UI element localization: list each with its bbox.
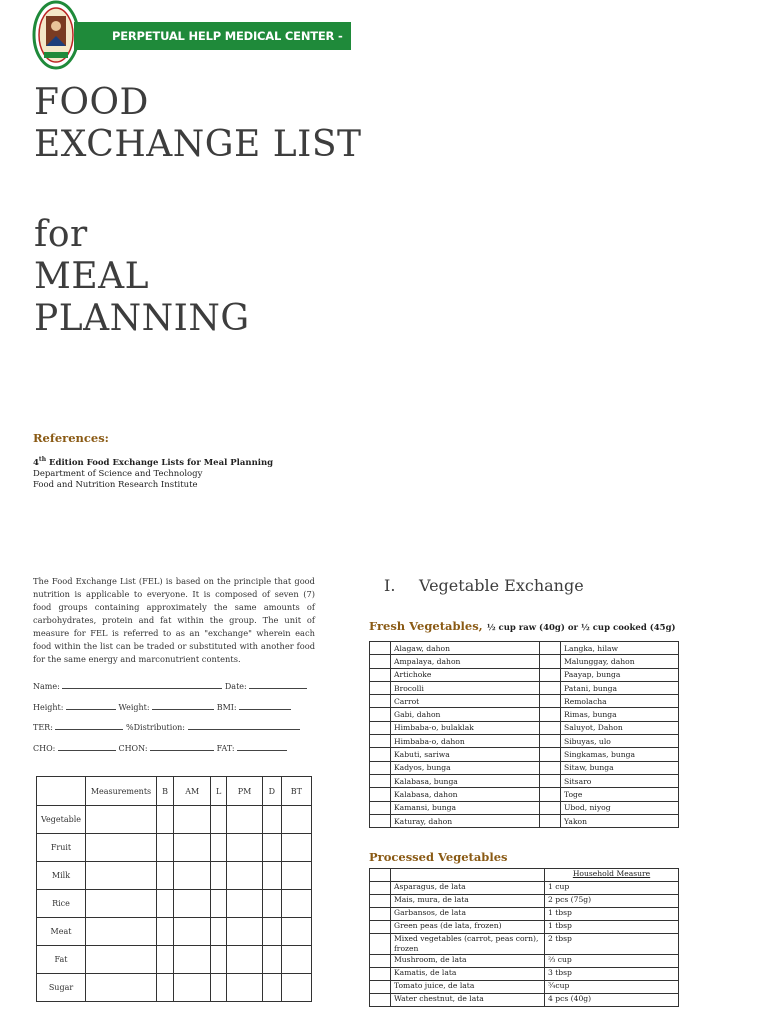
page-title-line-2: EXCHANGE LIST [34,124,362,165]
meal-cell[interactable] [226,918,262,946]
processed-measure: 2 pcs (75g) [545,895,679,908]
table-row [370,934,679,955]
page-title-line-1: FOOD [34,82,149,123]
table-row [370,695,679,708]
meal-row-label: Meat [37,918,86,946]
form-row-name: Name: Date: [33,679,315,691]
meal-header-pm: PM [226,777,262,806]
vegetable-item: Artichoke [391,668,540,681]
meal-cell[interactable] [157,806,174,834]
meal-cell[interactable] [174,834,211,862]
row-blank-cell [540,814,561,827]
row-blank-cell [540,668,561,681]
table-row [370,708,679,721]
vegetable-item: Ubod, niyog [561,801,679,814]
meal-cell[interactable] [86,806,157,834]
row-blank-cell [540,708,561,721]
processed-vegetables-body [370,882,679,1007]
row-blank-cell [370,981,391,994]
meal-cell[interactable] [157,918,174,946]
meal-header-b: B [157,777,174,806]
meal-cell[interactable] [211,974,227,1002]
row-blank-cell [540,655,561,668]
row-blank-cell [370,668,391,681]
meal-cell[interactable] [281,946,311,974]
processed-item: Tomato juice, de lata [391,981,545,994]
meal-cell[interactable] [157,890,174,918]
vegetable-item: Remolacha [561,695,679,708]
processed-item: Mais, mura, de lata [391,895,545,908]
processed-item: Garbansos, de lata [391,908,545,921]
meal-cell[interactable] [226,946,262,974]
row-blank-cell [370,908,391,921]
meal-header-l: L [211,777,227,806]
row-blank-cell [370,655,391,668]
table-row [370,908,679,921]
vegetable-item: Yakon [561,814,679,827]
fresh-vegetables-heading: Fresh Vegetables, ½ cup raw (40g) or ½ cup cooked (45g) [369,619,676,633]
row-blank-cell [370,921,391,934]
page-title-line-3: for [34,214,88,255]
references-heading: References: [33,431,109,445]
fat-field[interactable] [237,741,287,751]
vegetable-item: Kabuti, sariwa [391,748,540,761]
meal-table-row [37,862,312,890]
cho-field[interactable] [58,741,116,751]
vegetable-item: Langka, hilaw [561,642,679,655]
processed-measure: 1 tbsp [545,908,679,921]
row-blank-cell [370,895,391,908]
form-row-height: Height: Weight: BMI: [33,700,315,712]
meal-table-row [37,946,312,974]
vegetable-item: Patani, bunga [561,681,679,694]
household-measure-header: Household Measure [545,869,679,882]
header [30,0,343,72]
meal-cell[interactable] [174,974,211,1002]
row-blank-cell [370,994,391,1007]
meal-cell[interactable] [174,806,211,834]
meal-cell[interactable] [211,918,227,946]
processed-vegetables-heading: Processed Vegetables [369,850,508,864]
vegetable-item: Malunggay, dahon [561,655,679,668]
meal-cell[interactable] [86,862,157,890]
vegetable-item: Brocolli [391,681,540,694]
fresh-vegetables-table [369,641,679,828]
meal-header-measurements: Measurements [86,777,157,806]
meal-cell[interactable] [157,834,174,862]
row-blank-cell [370,748,391,761]
table-row [370,895,679,908]
meal-cell[interactable] [86,918,157,946]
meal-cell[interactable] [226,974,262,1002]
table-row [370,774,679,787]
vegetable-item: Paayap, bunga [561,668,679,681]
vegetable-item: Carrot [391,695,540,708]
table-row [370,761,679,774]
height-field[interactable] [66,700,116,710]
vegetable-item: Himbaba-o, dahon [391,735,540,748]
processed-item: Kamatis, de lata [391,968,545,981]
reference-dost: Department of Science and Technology [33,468,203,479]
table-row [370,642,679,655]
row-blank-cell [370,788,391,801]
table-row [370,681,679,694]
weight-field[interactable] [152,700,214,710]
meal-cell[interactable] [174,862,211,890]
form-row-macros: CHO: CHON: FAT: [33,741,315,753]
processed-item: Water chestnut, de lata [391,994,545,1007]
table-row [370,801,679,814]
row-blank-cell [540,735,561,748]
bmi-field[interactable] [239,700,291,710]
meal-header-bt: BT [281,777,311,806]
meal-table-row [37,890,312,918]
vegetable-item: Sibuyas, ulo [561,735,679,748]
vegetable-item: Katuray, dahon [391,814,540,827]
university-seal-icon [32,0,80,70]
vegetable-item: Saluyot, Dahon [561,721,679,734]
date-field[interactable] [249,679,307,689]
row-blank-cell [370,934,391,955]
meal-table-header-row [37,777,312,806]
meal-cell[interactable] [281,918,311,946]
fresh-vegetables-body [370,642,679,828]
meal-table-row [37,834,312,862]
row-blank-cell [370,681,391,694]
processed-measure: ⅔ cup [545,955,679,968]
meal-table-row [37,974,312,1002]
meal-cell[interactable] [157,946,174,974]
row-blank-cell [370,814,391,827]
processed-measure: 1 tbsp [545,921,679,934]
processed-item: Green peas (de lata, frozen) [391,921,545,934]
processed-measure: 1 cup [545,882,679,895]
vegetable-item: Alagaw, dahon [391,642,540,655]
meal-cell[interactable] [263,834,281,862]
processed-measure: 3 tbsp [545,968,679,981]
processed-item: Asparagus, de lata [391,882,545,895]
processed-vegetables-table [369,868,679,1007]
page-title-line-4: MEAL [34,256,150,297]
meal-cell[interactable] [211,946,227,974]
meal-cell[interactable] [86,974,157,1002]
meal-cell[interactable] [157,974,174,1002]
row-blank-cell [370,801,391,814]
meal-cell[interactable] [211,806,227,834]
vegetable-item: Kalabasa, dahon [391,788,540,801]
vegetable-item: Sitsaro [561,774,679,787]
table-row [370,955,679,968]
meal-plan-table [36,776,312,1002]
references-list [33,454,273,491]
vegetable-item: Ampalaya, dahon [391,655,540,668]
row-blank-cell [370,695,391,708]
table-row [370,968,679,981]
vegetable-item: Kadyos, bunga [391,761,540,774]
meal-header-d: D [263,777,281,806]
meal-cell[interactable] [226,890,262,918]
table-row [370,655,679,668]
meal-table-row [37,806,312,834]
form-row-ter: TER: %Distribution: [33,720,315,732]
section-title: I. Vegetable Exchange [384,576,584,595]
row-blank-cell [540,788,561,801]
vegetable-item: Gabi, dahon [391,708,540,721]
vegetable-item: Toge [561,788,679,801]
row-blank-cell [540,681,561,694]
table-row [370,981,679,994]
meal-cell[interactable] [263,946,281,974]
row-blank-cell [370,955,391,968]
meal-table-row [37,918,312,946]
meal-cell[interactable] [263,974,281,1002]
meal-row-label: Vegetable [37,806,86,834]
row-blank-cell [370,761,391,774]
table-row [370,788,679,801]
row-blank-cell [540,642,561,655]
page-title-line-5: PLANNING [34,298,250,339]
meal-cell[interactable] [211,890,227,918]
row-blank-cell [540,774,561,787]
meal-cell[interactable] [174,890,211,918]
row-blank-cell [370,882,391,895]
table-row [370,748,679,761]
meal-cell[interactable] [281,862,311,890]
reference-fnri: Food and Nutrition Research Institute [33,479,198,490]
processed-header-row [370,869,679,882]
meal-cell[interactable] [281,806,311,834]
meal-cell[interactable] [86,890,157,918]
row-blank-cell [370,968,391,981]
meal-cell[interactable] [226,862,262,890]
row-blank-cell [540,721,561,734]
row-blank-cell [540,748,561,761]
meal-cell[interactable] [226,806,262,834]
hospital-banner: PERPETUAL HELP MEDICAL CENTER - LAS PIÑAS [74,22,351,50]
meal-cell[interactable] [157,862,174,890]
meal-cell[interactable] [263,918,281,946]
meal-table-corner [37,777,86,806]
table-row [370,814,679,827]
processed-header-item [391,869,545,882]
table-row [370,994,679,1007]
vegetable-item: Himbaba-o, bulaklak [391,721,540,734]
meal-header-am: AM [174,777,211,806]
row-blank-cell [540,801,561,814]
meal-cell[interactable] [263,806,281,834]
table-row [370,735,679,748]
meal-row-label: Sugar [37,974,86,1002]
table-row [370,721,679,734]
row-blank-cell [540,761,561,774]
row-blank-cell [370,774,391,787]
processed-measure: 2 tbsp [545,934,679,955]
meal-cell[interactable] [211,862,227,890]
row-blank-cell [540,695,561,708]
processed-item: Mixed vegetables (carrot, peas corn), frozen [391,934,545,955]
meal-cell[interactable] [226,834,262,862]
meal-table-body [37,806,312,1002]
name-field[interactable] [62,679,222,689]
distribution-field[interactable] [188,720,300,730]
vegetable-item: Kamansi, bunga [391,801,540,814]
vegetable-item: Rimas, bunga [561,708,679,721]
vegetable-item: Singkamas, bunga [561,748,679,761]
meal-cell[interactable] [281,890,311,918]
processed-measure: ¾cup [545,981,679,994]
table-row [370,921,679,934]
meal-cell[interactable] [263,862,281,890]
intro-paragraph: The Food Exchange List (FEL) is based on the principle that good nutrition is applicable to everyone. It is composed of seven (7) food groups containing approximately the same amounts of carbohydrates, protein and fat within the group. The unit of measure for FEL is referred to as an "exchange" wherein each food within the list can be traded or substituted with another food for the same energy and marconutrient contents. [33,576,315,664]
row-blank-cell [370,721,391,734]
meal-row-label: Fat [37,946,86,974]
processed-header-blank [370,869,391,882]
processed-measure: 4 pcs (40g) [545,994,679,1007]
table-row [370,668,679,681]
ter-field[interactable] [55,720,123,730]
meal-row-label: Milk [37,862,86,890]
meal-cell[interactable] [174,918,211,946]
chon-field[interactable] [150,741,214,751]
vegetable-item: Sitaw, bunga [561,761,679,774]
meal-cell[interactable] [86,834,157,862]
meal-cell[interactable] [211,834,227,862]
row-blank-cell [370,642,391,655]
row-blank-cell [370,735,391,748]
meal-cell[interactable] [281,834,311,862]
meal-cell[interactable] [174,946,211,974]
meal-row-label: Rice [37,890,86,918]
reference-edition: 4th Edition Food Exchange Lists for Meal Planning [33,456,274,468]
table-row [370,882,679,895]
meal-cell[interactable] [263,890,281,918]
processed-item: Mushroom, de lata [391,955,545,968]
vegetable-item: Kalabasa, bunga [391,774,540,787]
row-blank-cell [370,708,391,721]
meal-row-label: Fruit [37,834,86,862]
meal-cell[interactable] [86,946,157,974]
meal-cell[interactable] [281,974,311,1002]
